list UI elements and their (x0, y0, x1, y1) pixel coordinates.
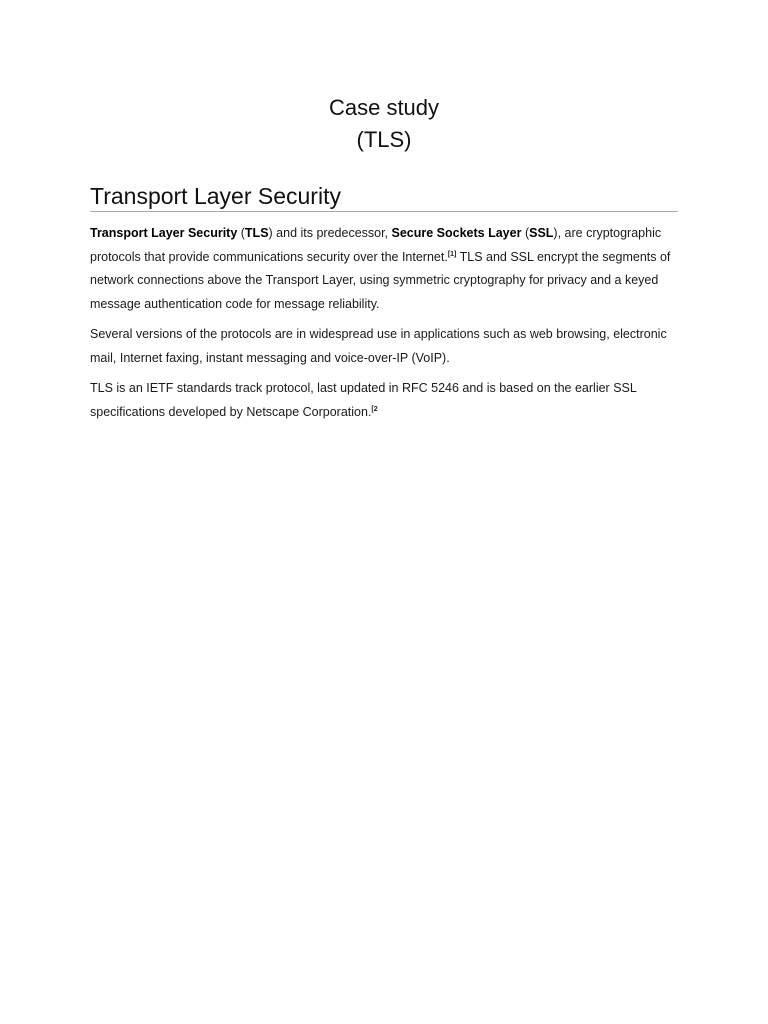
text-fragment: TLS and SSL encrypt the segments of network connections above the Transport Layer, using symmetric cryptography for privacy and a keyed message authentication code for message reliability. (90, 249, 671, 311)
citation-1[interactable]: [1] (447, 250, 457, 258)
paragraph-versions: Several versions of the protocols are in widespread use in applications such as web browsing, electronic mail, Internet faxing, instant messaging and voice-over-IP (VoIP). (90, 327, 667, 365)
text-fragment: ( (237, 226, 245, 240)
document-title (0, 92, 768, 156)
citation-2[interactable]: [2 (371, 405, 378, 413)
paragraph-intro (90, 222, 678, 316)
text-fragment: ( (521, 226, 530, 240)
term-tls-abbr: TLS (244, 226, 269, 240)
title-line-1: Case study (328, 95, 440, 120)
term-ssl-abbr: SSL (529, 226, 554, 240)
term-ssl-full: Secure Sockets Layer (391, 226, 522, 240)
text-fragment: ) and its predecessor, (268, 226, 392, 240)
term-tls-full: Transport Layer Security (90, 226, 238, 240)
text-fragment: ), are cryptographic protocols that provide communications security over the Internet. (90, 226, 662, 264)
article-section (90, 181, 678, 431)
text-fragment: TLS is an IETF standards track protocol, last updated in RFC 5246 and is based on the earlier SSL specifications developed by Netscape Corporation. (90, 381, 637, 419)
paragraph-ietf (90, 377, 678, 424)
title-line-2: (TLS) (356, 127, 412, 152)
section-heading: Transport Layer Security (90, 181, 678, 212)
